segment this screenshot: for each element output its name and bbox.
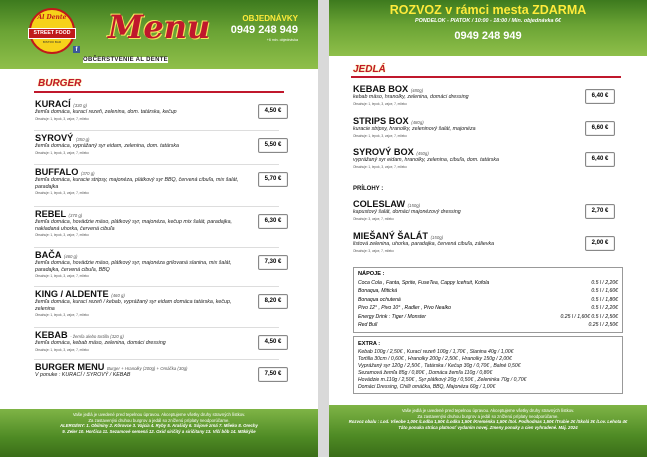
item-price: 8,20 € [258, 294, 288, 309]
delivery-phone[interactable]: 0949 248 949 [454, 30, 522, 42]
item-weight: (460 g) [63, 254, 78, 259]
menu-title: Menu [108, 8, 211, 46]
drink-row [358, 305, 618, 313]
item-description: žemľa domáca, kebab mäso, zelenina, domáci dressing [35, 340, 166, 346]
delivery-hours: PONDELOK - PIATOK / 10:00 - 18:00 / Min. objednávka 6€ [415, 18, 561, 24]
item-price: 6,30 € [258, 214, 288, 229]
item-weight: - žemľa alebo tortilla (320 g) [70, 334, 124, 339]
validity-note: Táto ponuka stráca platnosť vydaním novej. Zmeny ponuky a cien vyhradené. Máj. 2024 [398, 424, 578, 430]
allergen-list-1: ALERGÉNY: 1. Obilniny 2. Kôrovce 3. Vajcia 4. Ryby 5. Arašidy 6. Sójové zrná 7. Mlieko 8. Orechy [60, 423, 258, 429]
orders-label: OBJEDNÁVKY [242, 14, 298, 23]
item-divider [34, 164, 279, 165]
delivery-title: ROZVOZ v rámci mesta ZDARMA [389, 3, 587, 17]
item-price: 7,30 € [258, 255, 288, 270]
item-divider [34, 359, 279, 360]
section-divider [351, 76, 621, 78]
item-price: 6,40 € [585, 89, 615, 104]
item-weight: (350 g) [75, 137, 90, 142]
right-footer [329, 405, 647, 457]
item-allergens: Obsahuje: 1, lepok, 3, vajce, 7, mlieko [35, 233, 89, 237]
item-description: kebab mäso, hranolky, zelenina, domáci dressing [353, 94, 469, 100]
delivery-fees: Rozvoz obalu : Lod. Všeobe 1,00€ /Lodba 1,50€ /Lodka 1,50€ /Kreménka 1,50€ /Sol. Podhodnas 1,50€ /Trubie 2€ /Skolá 3€ /Lov. Lehota 4€ [348, 419, 628, 425]
menu-item [35, 330, 250, 352]
drink-row [358, 322, 618, 330]
item-description: žemľa domáca, kurací rezeň, zelenina, dom. tatárska, kečup [35, 109, 177, 115]
drink-name: Bonaqua ochutená [358, 296, 401, 303]
item-weight: Burger + Hranolky (200g) + Omáčka (30g) [106, 366, 188, 371]
item-allergens: Obsahuje: 3, vajce, 7, mlieko [353, 216, 394, 221]
menu-item [353, 84, 578, 106]
drink-row [358, 297, 618, 305]
drink-price: 0.5 l / 2,20€ [591, 305, 618, 312]
allergen-list-2: 9. Zeler 10. Horčica 11. Sezamové semená 12. Oxid siričitý a siričitany 13. Vlčí bôb 14. Mäkkýše [62, 428, 256, 434]
right-header [329, 0, 647, 56]
orders-phone[interactable]: 0949 248 949 [230, 24, 298, 36]
item-description: žemľa domáca, kurací rezeň / kebab, vyprážaný syr eidam domáca tatárska, kečup, zelenina [35, 299, 232, 312]
drink-price: 0.25 l / 1,60€ 0.5 l / 2,50€ [560, 313, 618, 320]
menu-item [35, 250, 250, 278]
item-price: 5,70 € [258, 172, 288, 187]
item-description: kapustový šalát, domáci majonézový dressing [353, 209, 461, 215]
left-menu-page [0, 0, 318, 457]
item-weight: (330 g) [73, 103, 87, 108]
facebook-icon[interactable]: f [73, 46, 80, 53]
orders-note: +6 min. objednávka [266, 38, 298, 42]
menu-item [35, 289, 250, 317]
left-header [0, 0, 318, 69]
item-name: SYROVÝ BOX (450g) [353, 147, 429, 157]
menu-item [353, 199, 578, 221]
item-description: žemľa domáca, hovädzie mäso, plátkový syr, majonéza, kečup mix šalát, paradajka, nakladaná uhorka, červená cibuľa [35, 219, 232, 232]
footer-note-1: Vaše jedlá je uvedené pred tepelnou úpravou. Akceptujeme všetky druhy stravných lístkov. [72, 412, 246, 417]
extra-line: Vyprážaný syr 120g / 2,50€ , Tatárska / Kečup 30g / 0,70€ , Balné 0,50€ [358, 363, 521, 369]
menu-item [35, 133, 250, 155]
item-weight: (370 g) [80, 171, 95, 176]
jedla-section-title: JEDLÁ [353, 64, 386, 75]
drinks-heading: NÁPOJE : [358, 271, 385, 277]
item-name: SYROVÝ (350 g) [35, 133, 90, 143]
item-allergens: Obsahuje: 1, lepok, 3, vajce, 7, mlieko [353, 164, 407, 169]
menu-item [353, 116, 578, 138]
menu-item [353, 231, 578, 253]
left-footer [0, 409, 318, 457]
item-name: KURACÍ (330 g) [35, 99, 87, 109]
item-allergens: Obsahuje: 1, lepok, 3, vajce, 7, mlieko [353, 101, 407, 106]
item-description: kuracie stripsy, hranolky, zeleninový šalát, majonéza [353, 126, 476, 132]
item-price: 7,50 € [258, 367, 288, 382]
item-allergens: Obsahuje: 1, lepok, 3, vajce, 7, mlieko [35, 150, 89, 155]
drink-name: Red Bull [358, 322, 378, 328]
drink-price: 0.5 l / 2,20€ [591, 280, 618, 286]
item-name: COLESLAW (150g) [353, 199, 421, 209]
drink-row [358, 288, 618, 296]
burger-section-title: BURGER [38, 78, 82, 89]
obcerstvenie-heading: OBČERSTVENIE AL DENTE [83, 57, 168, 63]
drinks-box [353, 267, 623, 333]
footer-note-2: Za zastavenýsi druhou burgrov a jedál so zníženú príplaty neodporúčame. [417, 413, 559, 419]
menu-item [35, 209, 250, 237]
al-dente-logo [29, 8, 75, 54]
extra-line: Kebab 100g / 2,50€ , Kurací rezeň 100g / 1,70€ , Slanina 40g / 1,00€ [358, 349, 514, 355]
drink-name: Bonaqua, Mitická [358, 288, 398, 295]
item-allergens: Obsahuje: 1, lepok, 3, vajce, 7, mlieko [353, 133, 407, 138]
item-weight: (460 g) [111, 293, 125, 298]
item-name: MIEŠANÝ ŠALÁT (150g) [353, 231, 444, 241]
item-allergens: Obsahuje: 1, lepok, 3, vajce, 7, mlieko [35, 191, 89, 195]
item-description: žemľa domáca, vyprážaný syr eidam, zelenina, dom. tatárska [35, 143, 179, 149]
item-allergens: Obsahuje: 1, lepok, 3, vajce, 7, mlieko [35, 116, 89, 121]
item-name: KEBAB - žemľa alebo tortilla (320 g) [35, 330, 124, 340]
menu-item [35, 99, 250, 121]
menu-item [353, 147, 578, 169]
item-divider [34, 130, 279, 131]
item-price: 6,40 € [585, 152, 615, 167]
item-weight: (370 g) [68, 213, 83, 218]
item-name: REBEL (370 g) [35, 209, 83, 219]
item-divider [34, 327, 279, 328]
item-allergens: Obsahuje: 3, vajce, 7, mlieko [353, 248, 394, 253]
extra-line: Hovädzie m.110g / 2,50€ , Syr plátkový 20g / 0,50€ , Zeleninka 70g / 0,70€ [358, 377, 527, 383]
extras-box [353, 336, 623, 394]
item-description: žemľa domáca, hovädzie mäso, plátkový syr, majonéza grilovaná slanina, mix šalát, paradajka, červená cibuľa, BBQ [35, 260, 232, 273]
section-divider [34, 91, 284, 93]
item-weight: (480g) [411, 120, 424, 125]
drink-price: 0.5 l / 1,60€ [591, 288, 618, 295]
prilohy-heading: PRÍLOHY : [353, 186, 384, 192]
item-price: 4,50 € [258, 104, 288, 119]
item-name: KING / ALDENTE (460 g) [35, 289, 125, 299]
drink-price: 0.25 l / 2,50€ [588, 322, 618, 328]
item-name: KEBAB BOX (480g) [353, 84, 424, 94]
item-divider [34, 247, 279, 248]
extras-heading: EXTRA : [358, 341, 381, 347]
item-divider [34, 206, 279, 207]
item-allergens: Obsahuje: 1, lepok, 3, vajce, 7, mlieko [35, 347, 89, 352]
item-price: 4,50 € [258, 335, 288, 350]
drink-row [358, 314, 618, 322]
menu-item [35, 362, 250, 380]
item-price: 2,70 € [585, 204, 615, 219]
item-weight: (150g) [430, 235, 444, 240]
drink-name: Energy Drink : Tiger / Monster [358, 313, 426, 320]
item-weight: (450g) [416, 151, 429, 156]
extra-line: Tortilla 30cm / 0,60€ , Hranolky 200g / 2,50€ , Hranolky 150g / 2,00€ [358, 356, 512, 362]
item-name: BAČA (460 g) [35, 250, 78, 260]
item-allergens: Obsahuje: 1, lepok, 3, vajce, 7, mlieko [35, 274, 89, 278]
item-name: BURGER MENU Burger + Hranolky (200g) + Omáčka (30g) [35, 362, 188, 372]
logo-band: STREET FOOD [28, 28, 76, 39]
item-price: 5,50 € [258, 138, 288, 153]
drink-price: 0.5 l / 1,80€ [591, 296, 618, 303]
item-description: V ponuke : KURACÍ / SYROVÝ / KEBAB [35, 372, 131, 378]
right-menu-page [329, 0, 647, 457]
item-description: žemľa domáca, kuracie stripsy, majonéza, plátkový syr BBQ, červená cibuľa, mix šalát, paradajka [35, 177, 239, 190]
drink-row [358, 280, 618, 288]
item-price: 2,00 € [585, 236, 615, 251]
drink-name: Pivo 12° , Pivo 10° , Radler , Pivo Nealko [358, 305, 451, 312]
item-allergens: Obsahuje: 1, lepok, 3, vajce, 7, mlieko [35, 313, 89, 317]
item-description: listová zelenina, uhorka, paradajka, červená cibuľa, zálievka [353, 241, 495, 247]
item-name: STRIPS BOX (480g) [353, 116, 424, 126]
footer-note-2: Za zastavenýsi druhou burgrov a jedál so zníženú príplaty neodporúčame. [88, 417, 230, 423]
footer-note-1: Vaše jedlá je uvedené pred tepelnou úpravou. Akceptujeme všetky druhy stravných lístkov. [401, 408, 575, 413]
item-description: vyprážaný syr eidam, hranolky, zelenina, cibuľa, dom. tatárska [353, 157, 499, 163]
item-weight: (480g) [410, 88, 424, 93]
item-divider [34, 286, 279, 287]
menu-item [35, 167, 250, 195]
item-price: 6,60 € [585, 121, 615, 136]
item-weight: (150g) [407, 203, 421, 208]
item-name: BUFFALO (370 g) [35, 167, 95, 177]
extra-line: Domáci Dressing, Chilli omáčka, BBQ, Majonéza 60g / 1,00€ [358, 384, 496, 390]
logo-sub: BISTRO BAR [42, 40, 62, 44]
drink-name: Coca Cola , Fanta, Sprite, FuseTea, Cappy Icefruit, Kofola [358, 280, 490, 286]
extra-line: Sezamová žemľa 85g / 0,80€ , Domáca žemľa 110g / 0,80€ [358, 370, 493, 376]
logo-title: Al Dente [37, 14, 67, 21]
